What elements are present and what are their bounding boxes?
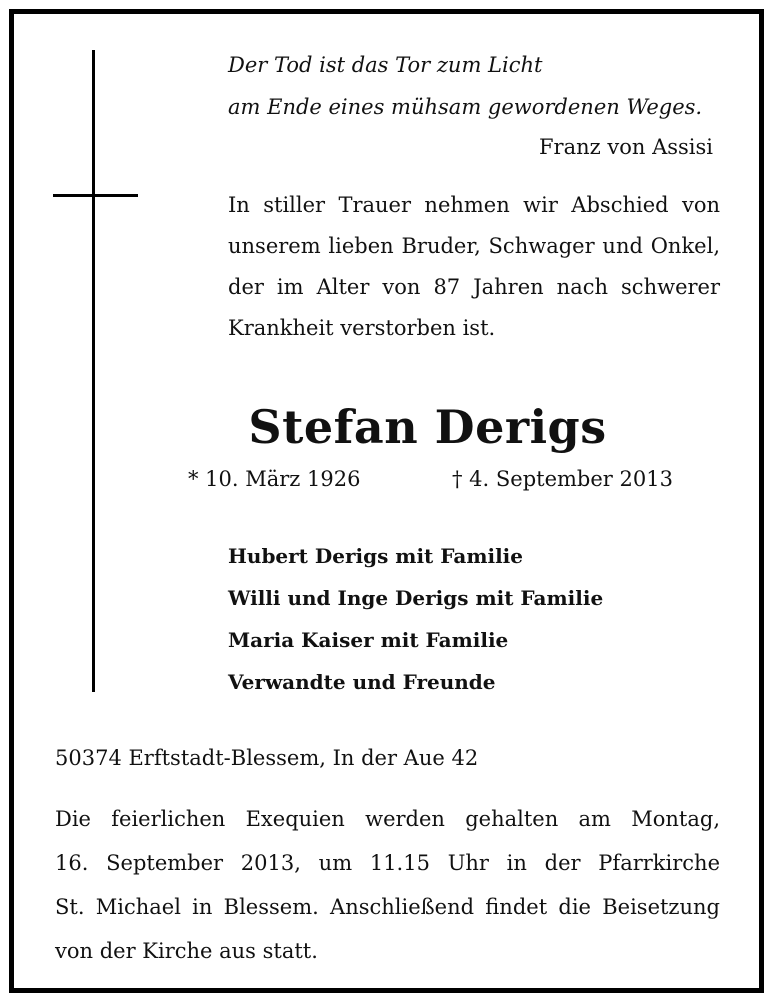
intro-line: Krankheit verstorben ist.: [228, 316, 496, 340]
mourner-item: Verwandte und Freunde: [228, 670, 496, 694]
quote-author: Franz von Assisi: [538, 135, 713, 159]
address: 50374 Erftstadt-Blessem, In der Aue 42: [55, 746, 479, 770]
intro-line: unserem lieben Bruder, Schwager und Onkel,: [228, 234, 720, 258]
funeral-line: 16. September 2013, um 11.15 Uhr in der Pfarrkirche: [55, 851, 720, 875]
quote-line: am Ende eines mühsam gewordenen Weges.: [228, 95, 703, 119]
funeral-info: [55, 797, 720, 973]
intro-text: [228, 185, 720, 349]
intro-line: In stiller Trauer nehmen wir Abschied von: [228, 193, 720, 217]
deceased-name: Stefan Derigs: [248, 400, 607, 454]
funeral-line: St. Michael in Blessem. Anschließend findet die Beisetzung: [55, 895, 720, 919]
funeral-line: Die feierlichen Exequien werden gehalten am Montag,: [55, 807, 720, 831]
mourners-list: [228, 535, 603, 703]
intro-line: der im Alter von 87 Jahren nach schwerer: [228, 275, 720, 299]
cross-icon-horizontal: [53, 194, 138, 197]
cross-icon-vertical: [92, 50, 95, 692]
funeral-line: von der Kirche aus statt.: [55, 939, 318, 963]
quote-line: Der Tod ist das Tor zum Licht: [228, 53, 543, 77]
mourner-item: Willi und Inge Derigs mit Familie: [228, 586, 604, 610]
death-date: † 4. September 2013: [452, 467, 673, 491]
mourner-item: Maria Kaiser mit Familie: [228, 628, 509, 652]
mourner-item: Hubert Derigs mit Familie: [228, 544, 523, 568]
birth-date: * 10. März 1926: [188, 467, 361, 491]
quote: [228, 44, 718, 128]
